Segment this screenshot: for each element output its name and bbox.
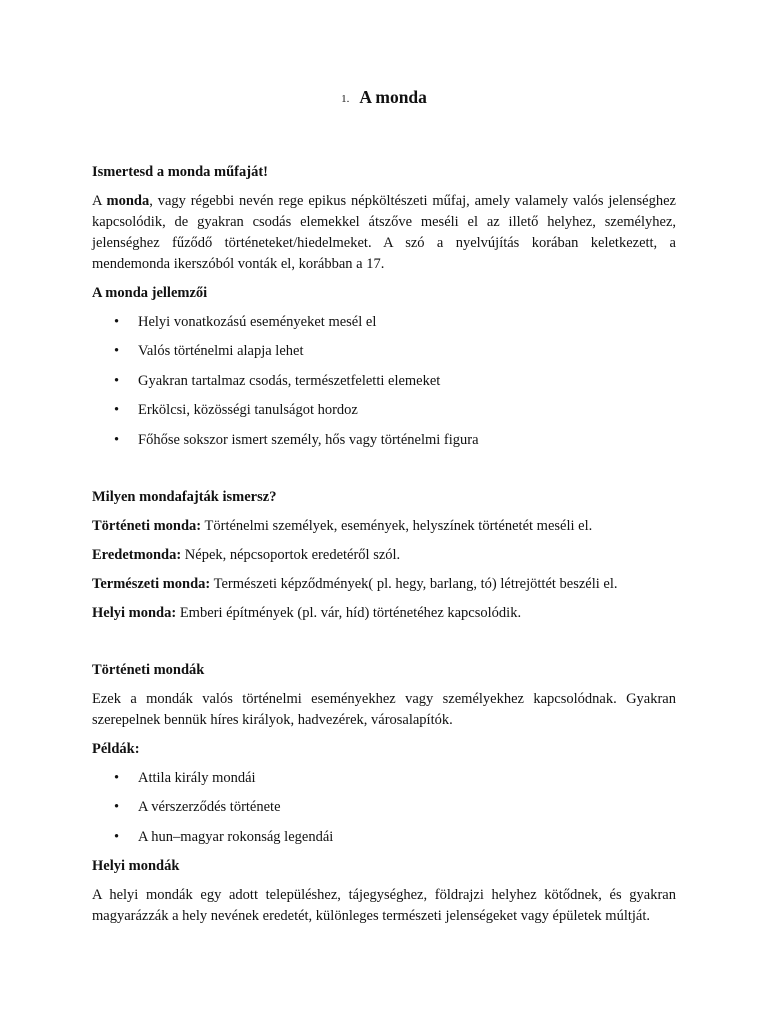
list-item <box>92 827 676 848</box>
section-genre-heading: Ismertesd a monda műfaját! <box>92 164 268 180</box>
type-label: Természeti monda: <box>92 575 211 592</box>
section-historical-heading: Történeti mondák <box>92 661 205 678</box>
bullet-icon: • <box>114 828 120 845</box>
type-text: Történelmi személyek, események, helyszínek történetét meséli el. <box>201 517 593 534</box>
list-item <box>92 430 676 451</box>
list-item <box>92 341 676 362</box>
type-historical <box>92 516 676 537</box>
bullet-icon: • <box>114 314 120 330</box>
type-label: Történeti monda: <box>92 517 202 534</box>
type-natural <box>92 574 676 595</box>
intro-keyword: monda <box>106 193 150 209</box>
bullet-icon: • <box>114 402 120 419</box>
title-text: A monda <box>359 87 427 107</box>
examples-list <box>92 768 676 848</box>
type-text: Népek, népcsoportok eredetéről szól. <box>181 546 401 563</box>
historical-paragraph: Ezek a mondák valós történelmi eseményekhez vagy személyekhez kapcsolódnak. Gyakran szerepelnek bennük híres királyok, hadvezérek, városalapítók. <box>92 690 676 728</box>
bullet-icon: • <box>114 769 120 786</box>
list-item <box>92 797 676 818</box>
bullet-icon: • <box>114 372 120 389</box>
genre-intro-paragraph <box>92 191 676 275</box>
list-item-text: Főhőse sokszor ismert személy, hős vagy történelmi figura <box>138 431 479 448</box>
list-item-text: Erkölcsi, közösségi tanulságot hordoz <box>138 402 358 419</box>
list-item <box>92 768 676 789</box>
local-paragraph: A helyi mondák egy adott településhez, tájegységhez, földrajzi helyhez kötődnek, és gyakran magyarázzák a hely nevének eredetét, különleges természeti jelenségeket vagy épületek múltját. <box>92 887 676 925</box>
intro-prefix: A <box>92 193 107 209</box>
type-local <box>92 603 676 624</box>
type-label: Eredetmonda: <box>92 546 182 563</box>
list-item-text: A vérszerződés története <box>138 799 281 816</box>
examples-heading: Példák: <box>92 740 140 757</box>
intro-rest: , vagy régebbi nevén rege epikus népköltészeti műfaj, amely valamely valós jelenséghez kapcsolódik, de gyakran csodás elemekkel átszőve meséli el az illető helyhez, személyhez, jelenséghez fűződő történeteket/hiedelmeket. A szó a nyelvújítás korában keletkezett, a mendemonda ikerszóból vonták el, korábban a 17. <box>92 193 676 272</box>
title-number: 1. <box>341 93 350 105</box>
spacer <box>92 632 676 660</box>
list-item-text: Gyakran tartalmaz csodás, természetfeletti elemeket <box>138 372 441 389</box>
section-local-heading: Helyi mondák <box>92 858 180 875</box>
list-item-text: Valós történelmi alapja lehet <box>138 343 304 360</box>
list-item-text: A hun–magyar rokonság legendái <box>138 828 334 845</box>
list-item <box>92 312 676 333</box>
bullet-icon: • <box>114 799 120 816</box>
page-title <box>92 86 676 110</box>
section-types-heading: Milyen mondafajták ismersz? <box>92 488 277 505</box>
type-label: Helyi monda: <box>92 604 177 621</box>
list-item <box>92 400 676 421</box>
type-origin <box>92 545 676 566</box>
bullet-icon: • <box>114 343 120 360</box>
features-heading: A monda jellemzői <box>92 285 208 301</box>
list-item-text: Attila király mondái <box>138 769 256 786</box>
bullet-icon: • <box>114 431 120 448</box>
type-text: Emberi építmények (pl. vár, híd) történetéhez kapcsolódik. <box>176 604 522 621</box>
list-item <box>92 371 676 392</box>
list-item-text: Helyi vonatkozású eseményeket mesél el <box>138 314 377 330</box>
features-list <box>92 312 676 451</box>
type-text: Természeti képződmények( pl. hegy, barlang, tó) létrejöttét beszéli el. <box>210 575 618 592</box>
spacer <box>92 459 676 487</box>
